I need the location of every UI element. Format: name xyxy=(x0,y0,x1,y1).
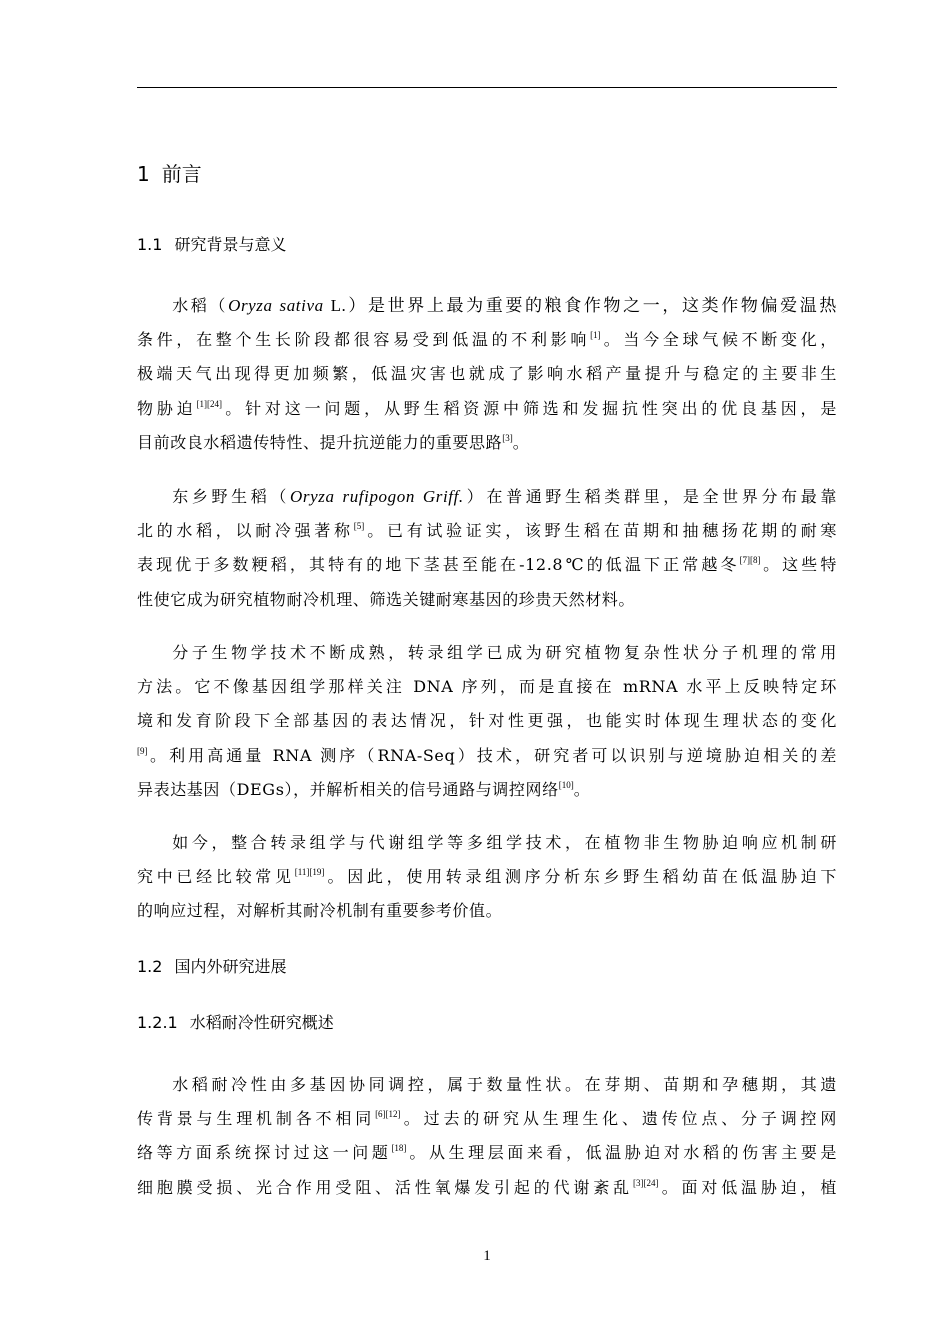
section-heading-1-2 xyxy=(137,954,286,980)
paragraph-1: 水稻（Oryza sativa L.）是世界上最为重要的粮食作物之一，这类作物偏爱温热 条件，在整个生长阶段都很容易受到低温的不利影响[1]。当今全球气候不断变化， 极端天气出现得更加频繁，低温灾害也就成了影响水稻产量提升与稳定的主要非生 物胁迫[1][24]。针对这一问题，从野生稻资源中筛选和发掘抗性突出的优良基因，是 目前改良水稻遗传特性、提升抗逆能力的重要思路[3]。 xyxy=(137,296,837,452)
section-heading-1-1 xyxy=(137,232,286,258)
subsection-number: 1.2.1 xyxy=(137,1013,178,1032)
section-number: 1.1 xyxy=(137,235,163,254)
paragraph-2: 东乡野生稻（Oryza rufipogon Griff.）在普通野生稻类群里，是全世界分布最靠 北的水稻，以耐冷强著称[5]。已有试验证实，该野生稻在苗期和抽穗扬花期的耐寒 表现优于多数粳稻，其特有的地下茎甚至能在-12.8℃的低温下正常越冬[7][8]。这些特 性使它成为研究植物耐冷机理、筛选关键耐寒基因的珍贵天然材料。 xyxy=(137,487,837,609)
chapter-number: 1 xyxy=(137,162,150,186)
section-title: 研究背景与意义 xyxy=(174,235,287,254)
chapter-title: 前言 xyxy=(161,162,202,186)
paragraph-3: 分子生物学技术不断成熟，转录组学已成为研究植物复杂性状分子机理的常用 方法。它不像基因组学那样关注 DNA 序列，而是直接在 mRNA 水平上反映特定环 境和发育阶段下全部基因的表达情况，针对性更强，也能实时体现生理状态的变化 [9]。利用高通量 RNA 测序（RNA-Seq）技术，研究者可以识别与逆境胁迫相关的差 异表达基因（DEGs），并解析相关的信号通路与调控网络[10]。 xyxy=(137,643,837,799)
paragraph-5: 水稻耐冷性由多基因协同调控，属于数量性状。在芽期、苗期和孕穗期，其遗 传背景与生理机制各不相同[6][12]。过去的研究从生理生化、遗传位点、分子调控网 络等方面系统探讨过这一问题[18]。从生理层面来看，低温胁迫对水稻的伤害主要是 细胞膜受损、光合作用受阻、活性氧爆发引起的代谢紊乱[3][24]。面对低温胁迫，植 xyxy=(137,1075,838,1197)
paragraph-4: 如今，整合转录组学与代谢组学等多组学技术，在植物非生物胁迫响应机制研 究中已经比较常见[11][19]。因此，使用转录组测序分析东乡野生稻幼苗在低温胁迫下 的响应过程，对解析其耐冷机制有重要参考价值。 xyxy=(137,833,837,921)
page-number: 1 xyxy=(483,1248,491,1264)
section-number: 1.2 xyxy=(137,957,163,976)
subsection-heading-1-2-1 xyxy=(137,1010,334,1036)
subsection-title: 水稻耐冷性研究概述 xyxy=(189,1013,334,1032)
section-title: 国内外研究进展 xyxy=(174,957,287,976)
chapter-heading xyxy=(137,158,202,190)
header-rule xyxy=(137,87,837,88)
